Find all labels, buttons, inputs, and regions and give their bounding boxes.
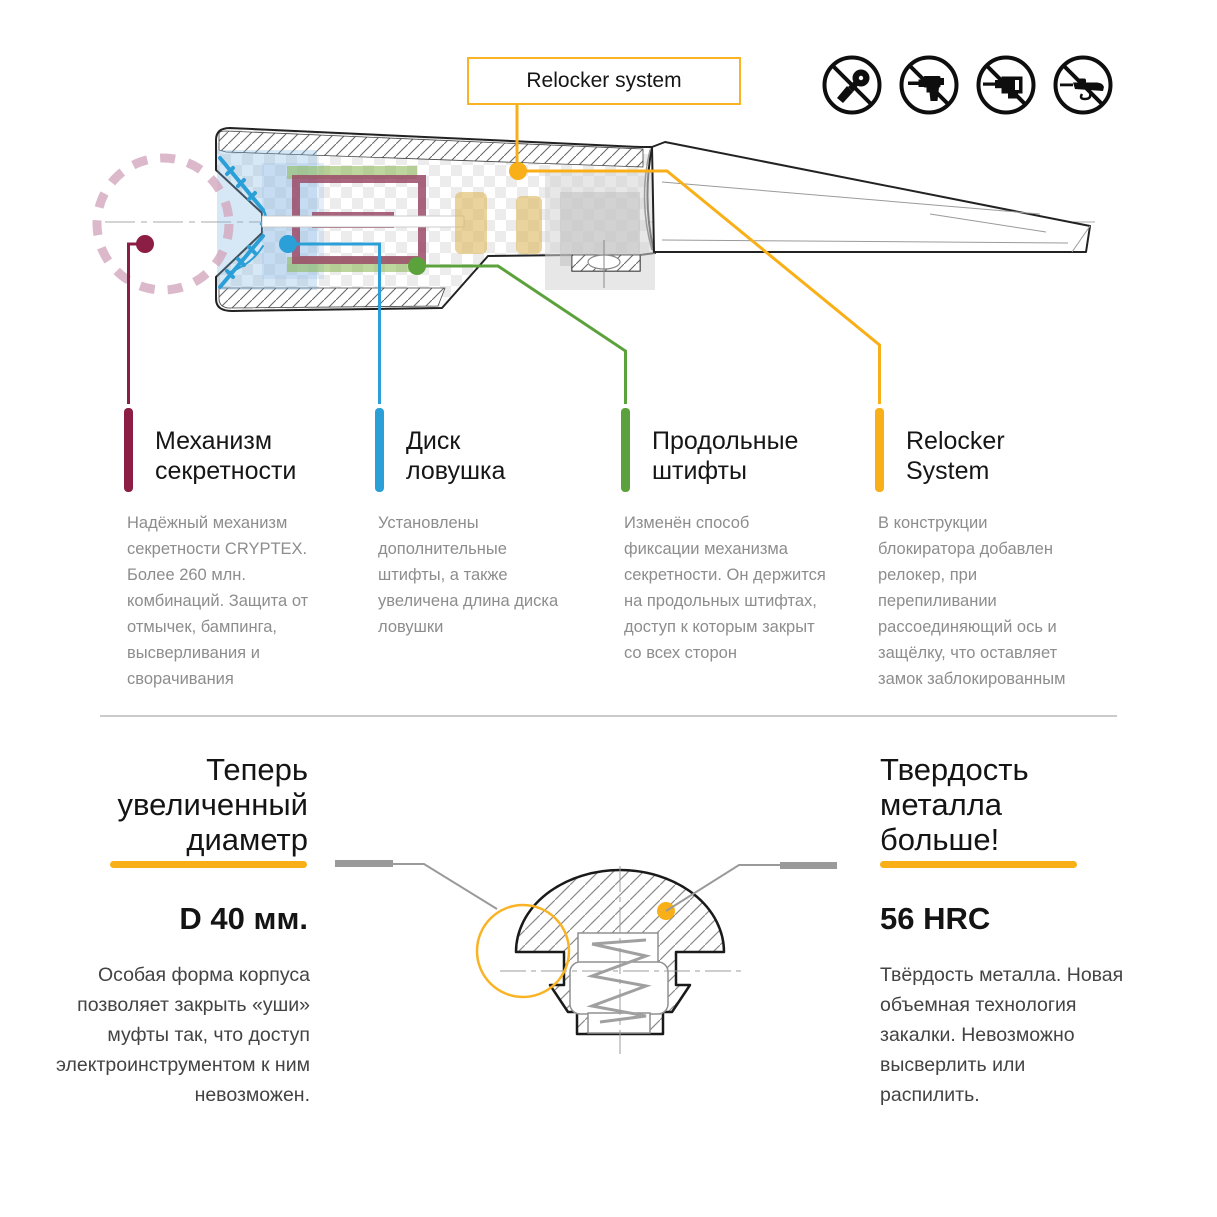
blue-callout-dot — [279, 235, 297, 253]
feature-column-longitudinal-pins — [621, 408, 827, 666]
no-reciprocating-saw-icon — [1051, 53, 1115, 117]
hardness-title — [880, 752, 1120, 857]
feature-description: Надёжный механизм секретности CRYPTEX. Более 260 млн. комбинаций. Защита от отмычек, бампинга, высверливания и сворачивания — [127, 514, 309, 688]
keyway-slot — [262, 216, 464, 227]
feature-title-line: System — [906, 457, 990, 485]
feature-title-line: штифты — [652, 457, 747, 485]
maroon-connector — [129, 244, 146, 404]
lock-body — [216, 128, 655, 311]
feature-description: Изменён способ фиксации механизма секретности. Он держится на продольных штифтах, доступ к которым закрыт со всех сторон — [624, 514, 826, 662]
diameter-title-line: увеличенный — [117, 787, 308, 822]
diameter-title-line: Теперь — [206, 752, 308, 787]
hardness-title-line: металла — [880, 787, 1003, 822]
prohibition-icons — [820, 53, 1115, 117]
pin-chamber — [570, 962, 668, 1014]
feature-title — [652, 408, 827, 486]
feature-title — [906, 408, 1087, 486]
feature-column-secrecy — [124, 408, 324, 692]
yellow-callout-dot — [509, 162, 527, 180]
feature-column-relocker — [875, 408, 1087, 692]
left-leader-line — [393, 864, 497, 909]
feature-bar — [124, 408, 133, 492]
diameter-value: D 40 мм. — [179, 901, 308, 936]
feature-title-line: секретности — [155, 457, 297, 485]
feature-title-line: Диск — [406, 427, 461, 455]
relocker-pin-2 — [516, 196, 542, 254]
relocker-callout-box — [467, 57, 741, 105]
left-leader-bar — [335, 860, 393, 867]
hardness-title-line: больше! — [880, 822, 1000, 857]
section-divider — [100, 715, 1117, 717]
diameter-description: Особая форма корпуса позволяет закрыть «уши» муфты так, что доступ электроинструментом к ним невозможен. — [55, 964, 310, 1106]
spring-pin-drawing — [335, 860, 837, 1054]
no-drill-icon — [897, 53, 961, 117]
feature-title — [155, 408, 324, 486]
diameter-title — [40, 752, 308, 857]
diameter-underline — [110, 861, 307, 868]
feature-title-line: Продольные — [652, 427, 799, 455]
feature-title-line: ловушка — [406, 457, 506, 485]
feature-bar — [621, 408, 630, 492]
bottom-wall-hatch — [219, 288, 445, 308]
relocker-callout-label: Relocker system — [526, 69, 682, 92]
hardness-underline — [880, 861, 1077, 868]
right-leader-bar — [780, 862, 837, 869]
feature-column-disc-trap — [375, 408, 577, 640]
hardness-value: 56 HRC — [880, 901, 991, 936]
diameter-title-line: диаметр — [186, 822, 308, 857]
feature-title-line: Relocker — [906, 427, 1005, 455]
feature-bar — [375, 408, 384, 492]
hardness-description: Твёрдость металла. Новая объемная технология закалки. Невозможно высверлить или распилить. — [880, 964, 1124, 1106]
feature-description: Установлены дополнительные штифты, а также увеличена длина диска ловушки — [378, 514, 559, 636]
hardness-title-line: Твердость — [880, 752, 1029, 787]
lock-arm — [652, 142, 1090, 252]
no-hammer-drill-icon — [974, 53, 1038, 117]
green-callout-dot — [408, 257, 426, 275]
no-cutting-disc-icon — [820, 53, 884, 117]
feature-description: В конструкции блокиратора добавлен релокер, при перепиливании рассоединяющий ось и защёлку, что оставляет замок заблокированным — [878, 514, 1066, 688]
feature-title-line: Механизм — [155, 427, 273, 455]
feature-bar — [875, 408, 884, 492]
relocker-pin-1 — [455, 192, 487, 254]
feature-title — [406, 408, 577, 486]
maroon-callout-dot — [136, 235, 154, 253]
shackle-ear-dashed-outline — [97, 158, 229, 290]
